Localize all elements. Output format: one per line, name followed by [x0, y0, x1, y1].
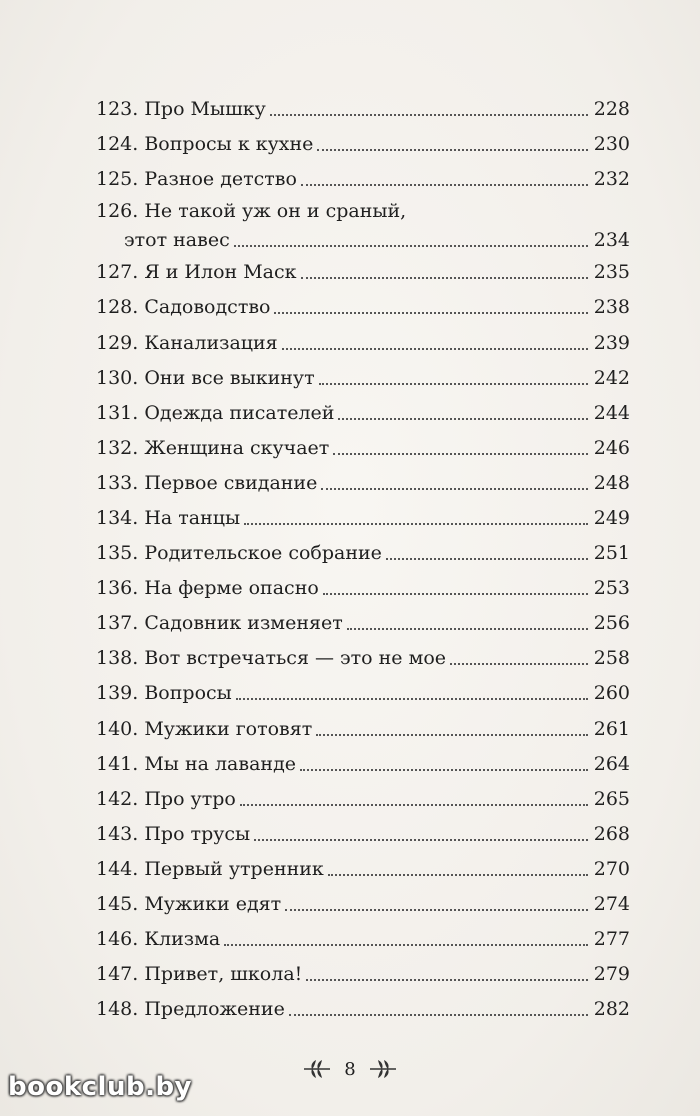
dot-leader [289, 1014, 588, 1016]
table-of-contents [96, 92, 630, 1027]
toc-entry-title: 137. Садовник изменяет [96, 612, 343, 635]
dot-leader [338, 418, 588, 420]
dot-leader [236, 698, 588, 700]
toc-entry [96, 641, 630, 676]
page-number: 8 [344, 1058, 356, 1080]
toc-entry [96, 361, 630, 396]
dot-leader [254, 839, 588, 841]
toc-entry-title: 126. Не такой уж он и сраный, [96, 200, 407, 223]
toc-entry [96, 290, 630, 325]
dot-leader [316, 734, 588, 736]
toc-entry-title: 136. На ферме опасно [96, 577, 319, 600]
toc-entry-page: 248 [593, 471, 630, 494]
toc-entry-title: 145. Мужики едят [96, 893, 282, 916]
toc-entry [96, 957, 630, 992]
toc-entry [96, 396, 630, 431]
toc-entry [96, 431, 630, 466]
toc-entry-page: 230 [593, 133, 630, 156]
toc-entry-page: 277 [593, 928, 630, 951]
dot-leader [282, 348, 588, 350]
toc-entry-title: 125. Разное детство [96, 168, 297, 191]
toc-entry [96, 887, 630, 922]
toc-entry [96, 606, 630, 641]
toc-entry-title: 146. Клизма [96, 928, 221, 951]
toc-entry-page: 253 [593, 577, 630, 600]
toc-entry-page: 268 [593, 822, 630, 845]
toc-entry-title: 127. Я и Илон Маск [96, 261, 297, 284]
toc-entry-title: 128. Садоводство [96, 296, 271, 319]
dot-leader [301, 277, 588, 279]
toc-entry-page: 282 [593, 998, 630, 1021]
toc-entry [96, 922, 630, 957]
toc-entry-page: 235 [593, 261, 630, 284]
toc-entry-title: 138. Вот встречаться — это не мое [96, 647, 447, 670]
toc-entry-page: 239 [593, 331, 630, 354]
toc-entry-title: 124. Вопросы к кухне [96, 133, 314, 156]
toc-entry [96, 852, 630, 887]
toc-entry-title: 148. Предложение [96, 998, 285, 1021]
toc-entry [96, 162, 630, 197]
toc-entry-page: 279 [593, 963, 630, 986]
dot-leader [224, 944, 588, 946]
toc-entry-title: 141. Мы на лаванде [96, 752, 297, 775]
toc-entry-page: 265 [593, 787, 630, 810]
toc-entry [96, 536, 630, 571]
watermark-logo: bookclub.by [8, 1072, 193, 1102]
toc-entry-page: 256 [593, 612, 630, 635]
dot-leader [300, 769, 588, 771]
toc-entry [96, 747, 630, 782]
toc-entry-page: 238 [593, 296, 630, 319]
toc-entry-page: 258 [593, 647, 630, 670]
toc-entry-title: 129. Канализация [96, 331, 278, 354]
dot-leader [386, 558, 588, 560]
toc-entry [96, 676, 630, 711]
toc-entry-page: 274 [593, 893, 630, 916]
toc-entry-title: 132. Женщина скучает [96, 436, 330, 459]
toc-entry [96, 501, 630, 536]
toc-entry-title: 142. Про утро [96, 787, 236, 810]
toc-entry [96, 712, 630, 747]
toc-entry-page: 249 [593, 506, 630, 529]
dot-leader [328, 874, 588, 876]
toc-entry-title: 123. Про Мышку [96, 98, 266, 121]
toc-entry-page: 228 [593, 98, 630, 121]
toc-entry-page: 270 [593, 857, 630, 880]
dot-leader [244, 523, 588, 525]
toc-entry-title: 134. На танцы [96, 506, 241, 529]
toc-entry-title: 130. Они все выкинут [96, 366, 315, 389]
toc-entry-title: 147. Привет, школа! [96, 963, 303, 986]
toc-entry-page: 242 [593, 366, 630, 389]
dot-leader [306, 979, 588, 981]
toc-entry-page: 232 [593, 168, 630, 191]
toc-entry-page: 234 [593, 229, 630, 252]
toc-entry [96, 197, 630, 255]
toc-entry-page: 251 [593, 542, 630, 565]
toc-entry [96, 255, 630, 290]
toc-entry [96, 571, 630, 606]
dot-leader [323, 593, 588, 595]
dot-leader [234, 245, 588, 247]
toc-entry-page: 244 [593, 401, 630, 424]
dot-leader [274, 312, 588, 314]
dot-leader [321, 488, 588, 490]
toc-entry-title: 140. Мужики готовят [96, 717, 313, 740]
dot-leader [319, 383, 588, 385]
toc-entry-title: 143. Про трусы [96, 822, 251, 845]
toc-entry [96, 92, 630, 127]
leaf-ornament-left-icon [302, 1058, 332, 1080]
dot-leader [285, 909, 588, 911]
leaf-ornament-right-icon [368, 1058, 398, 1080]
dot-leader [317, 149, 588, 151]
toc-entry-page: 261 [593, 717, 630, 740]
toc-entry [96, 325, 630, 360]
toc-entry-title: 135. Родительское собрание [96, 542, 382, 565]
dot-leader [450, 663, 588, 665]
dot-leader [347, 628, 588, 630]
toc-entry [96, 817, 630, 852]
toc-entry [96, 992, 630, 1027]
dot-leader [301, 184, 588, 186]
toc-entry-title: 131. Одежда писателей [96, 401, 335, 424]
toc-entry [96, 466, 630, 501]
dot-leader [240, 804, 588, 806]
toc-entry-title: 133. Первое свидание [96, 471, 318, 494]
dot-leader [270, 114, 588, 116]
dot-leader [333, 453, 588, 455]
toc-entry-page: 246 [593, 436, 630, 459]
toc-entry [96, 127, 630, 162]
toc-entry-title: 139. Вопросы [96, 682, 232, 705]
toc-entry [96, 782, 630, 817]
toc-entry-title-continued: этот навес [124, 229, 230, 252]
toc-entry-page: 264 [593, 752, 630, 775]
toc-entry-title: 144. Первый утренник [96, 857, 324, 880]
toc-entry-page: 260 [593, 682, 630, 705]
